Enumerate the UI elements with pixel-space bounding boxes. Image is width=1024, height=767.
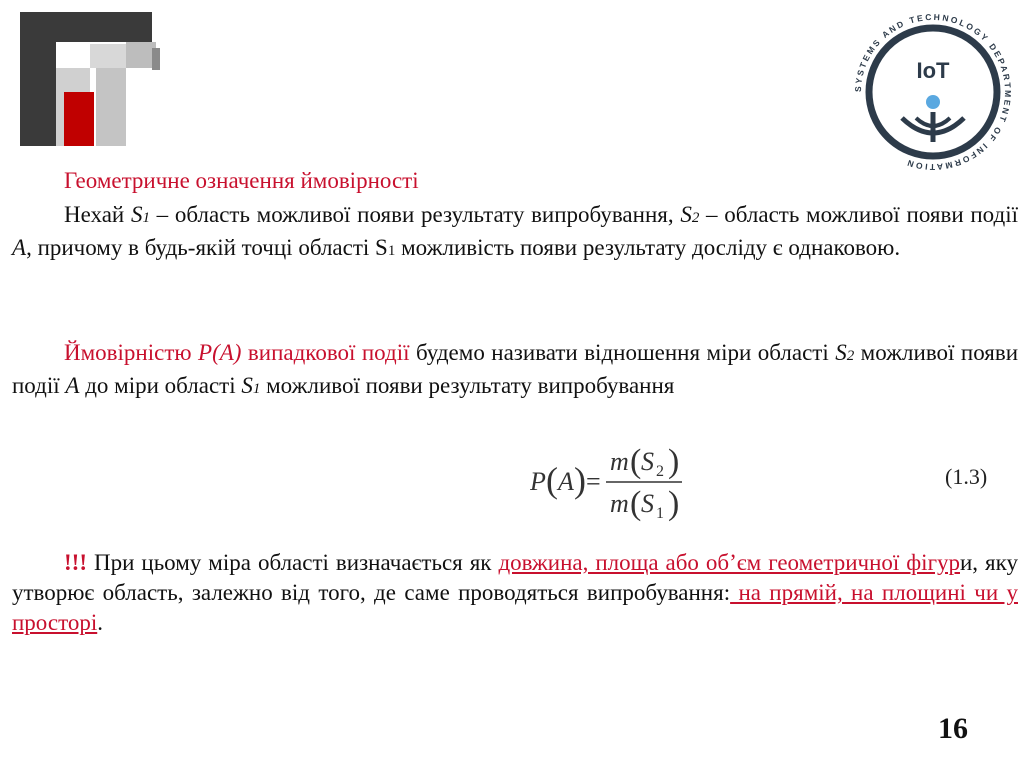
svg-text:A: A — [558, 467, 574, 496]
svg-text:): ) — [668, 443, 680, 480]
equation-number: (1.3) — [945, 464, 988, 489]
svg-text:1: 1 — [656, 505, 664, 522]
svg-text:(: ( — [630, 485, 642, 522]
section-heading: Геометричне означення ймовірності — [64, 168, 419, 193]
svg-text:P: P — [530, 467, 546, 496]
iot-center-text: IoT — [916, 58, 950, 83]
svg-text:): ) — [668, 485, 680, 522]
paragraph-definition: Нехай S1 – область можливої появи результату випробування, S2 – область можливої появи події A, причому в будь-якій точці області S1 можливість появи результату досліду є однаковою. — [12, 202, 1018, 260]
svg-text:(: ( — [630, 443, 642, 480]
iot-ring-text: SYSTEMS AND TECHNOLOGY DEPARTMENT OF INFORMATION — [852, 11, 1014, 173]
svg-text:m: m — [610, 447, 629, 476]
paragraph-probability: Ймовірністю P(A) випадкової події будемо називати відношення міри області S2 можливої появи події A до міри області S1 можливої появи результату випробування — [12, 340, 1019, 398]
probability-formula — [530, 440, 710, 524]
iot-department-logo-icon — [842, 2, 1024, 182]
svg-text:S: S — [641, 489, 654, 518]
svg-text:m: m — [610, 489, 629, 518]
svg-text:(: ( — [546, 460, 558, 500]
svg-text:=: = — [586, 467, 601, 496]
svg-text:2: 2 — [656, 463, 664, 480]
paragraph-measure: !!! При цьому міра області визначається як довжина, площа або об’єм геометричної фігури, яку утворює область, залежно від того, де саме проводяться випробування: на прямій, на площині чи у просторі. — [12, 550, 1018, 635]
svg-text:S: S — [641, 447, 654, 476]
page-number: 16 — [938, 712, 968, 745]
svg-text:): ) — [574, 460, 586, 500]
fit-logo-icon — [20, 12, 160, 146]
